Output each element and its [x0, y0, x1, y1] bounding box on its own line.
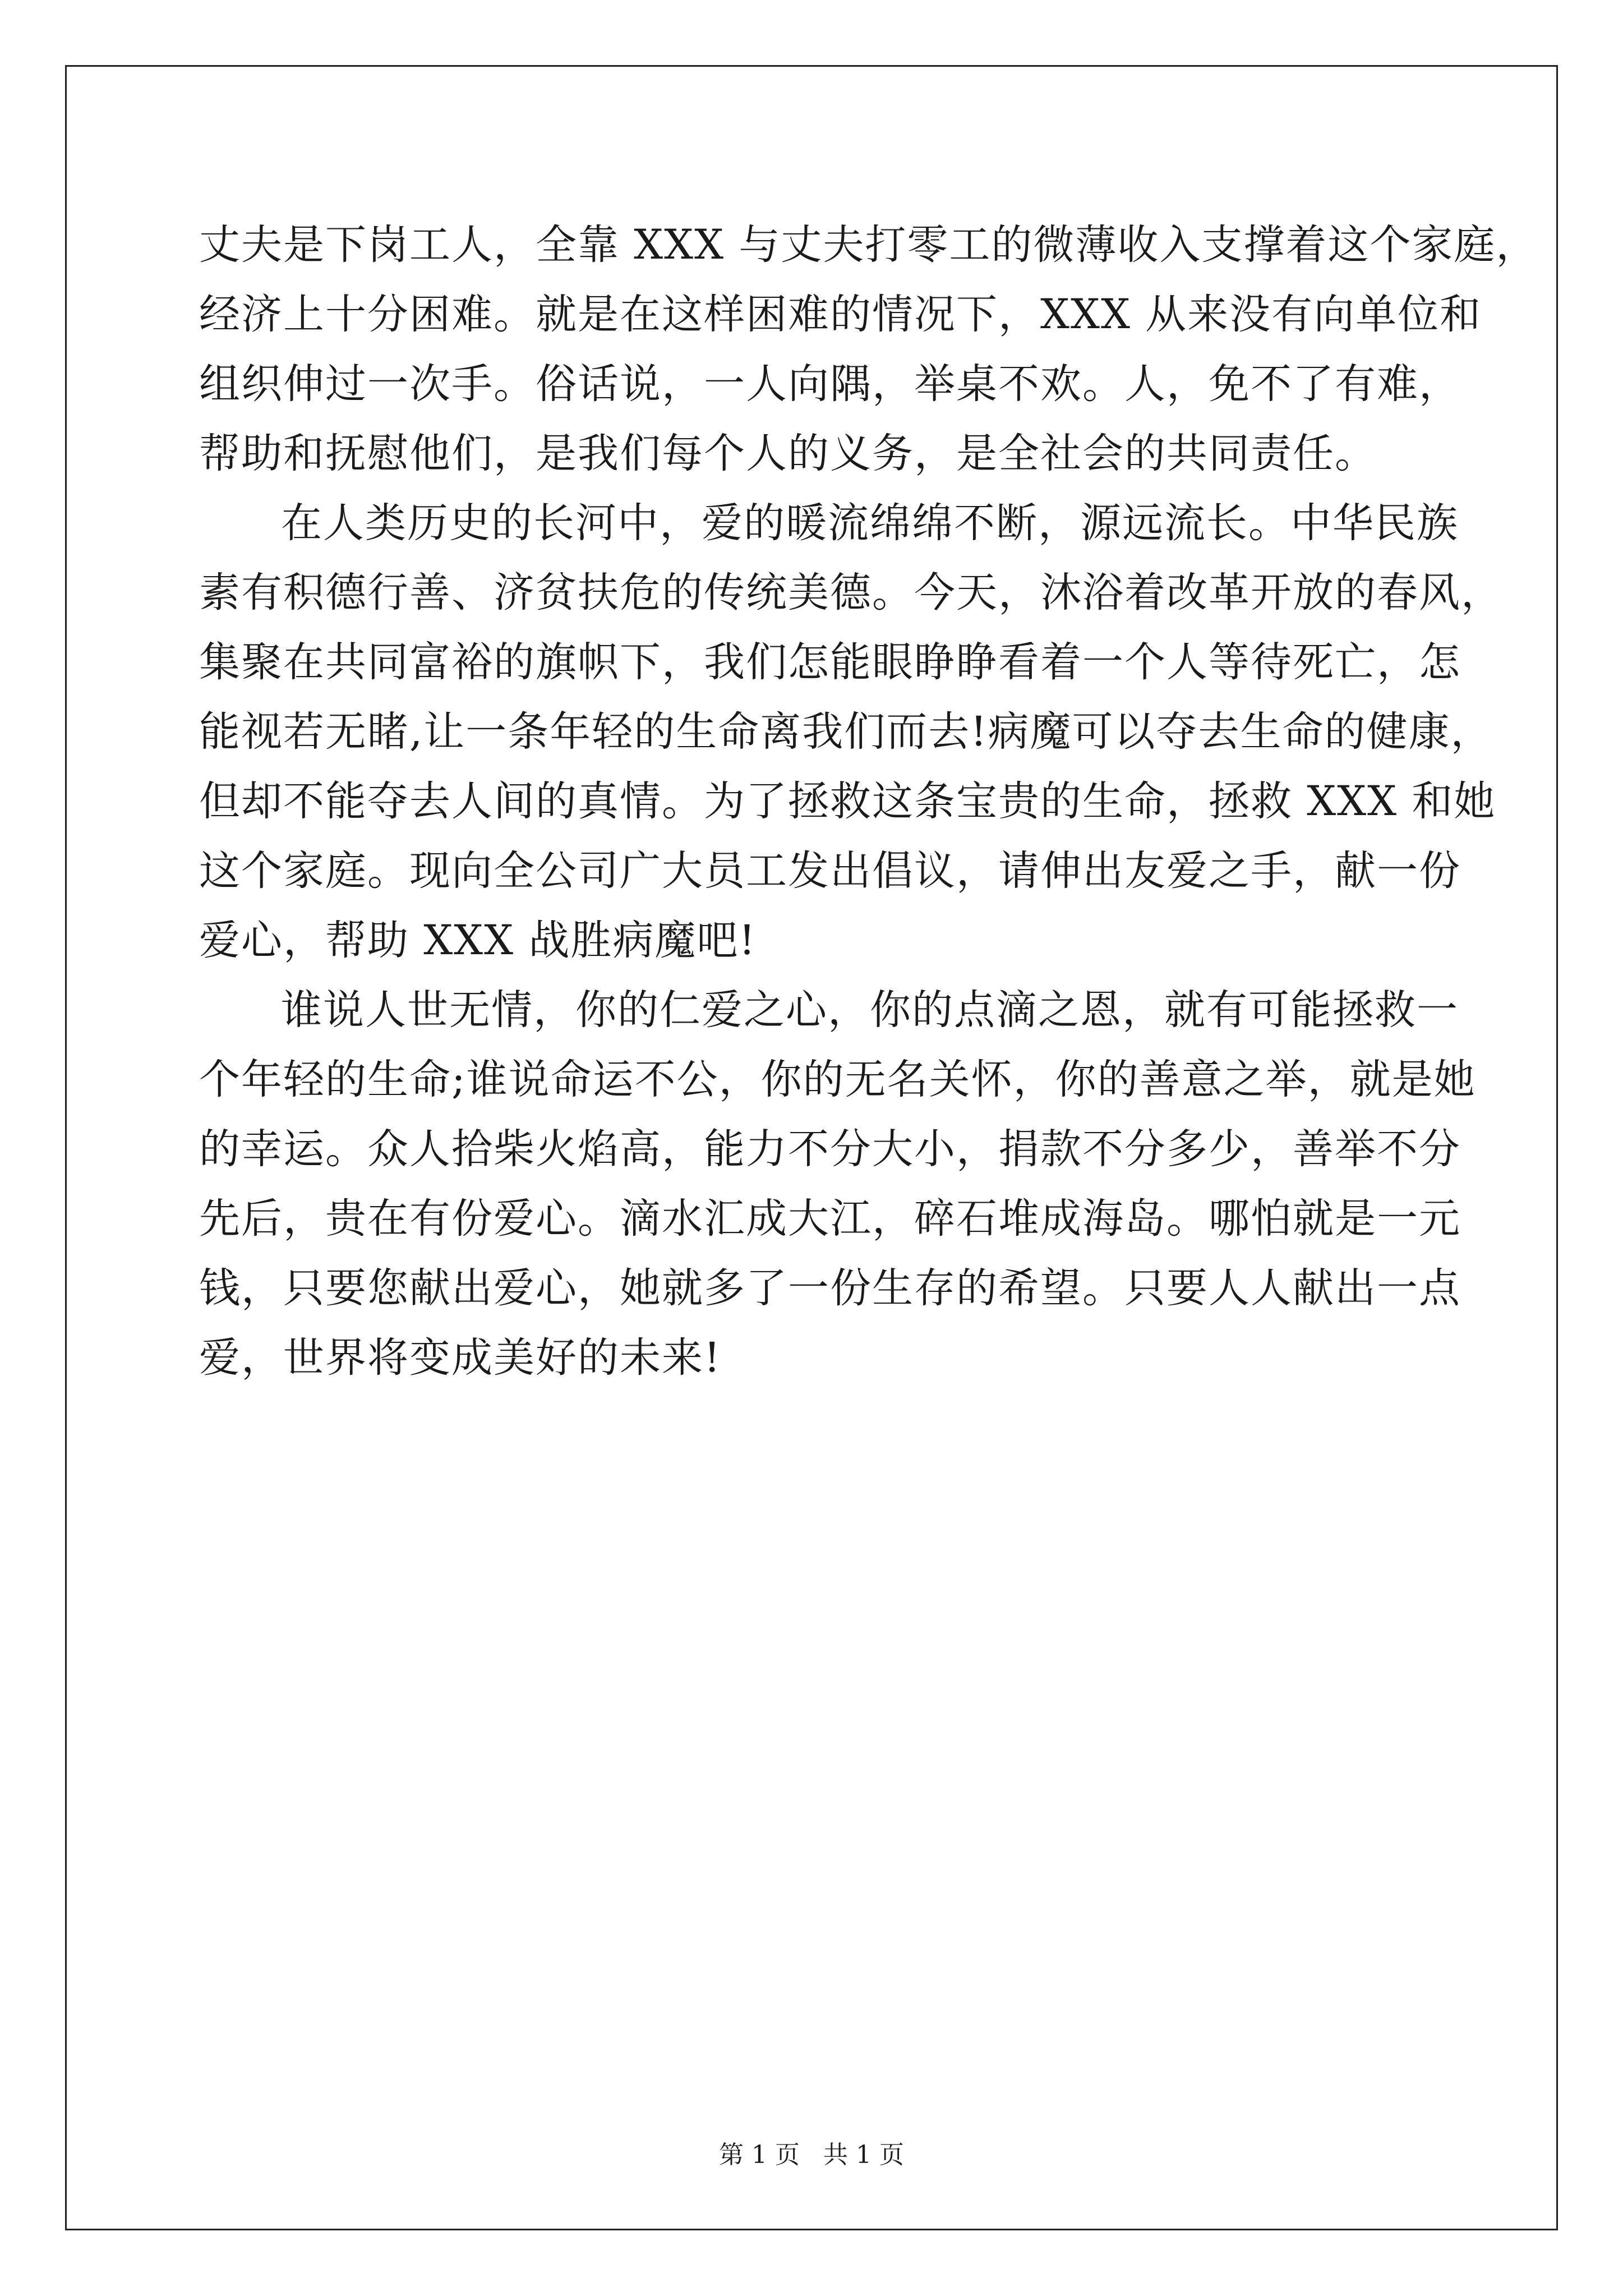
- paragraph-2: [199, 489, 1503, 976]
- page-footer: [0, 2134, 1623, 2170]
- text-line: 帮助和抚慰他们，是我们每个人的义务，是全社会的共同责任。: [199, 430, 1377, 477]
- text-line: 这个家庭。现向全公司广大员工发出倡议，请伸出友爱之手，献一份: [199, 847, 1461, 895]
- text-line: 经济上十分困难。就是在这样困难的情况下，XXX 从来没有向单位和: [199, 291, 1482, 338]
- text-line: 集聚在共同富裕的旗帜下，我们怎能眼睁睁看着一个人等待死亡，怎: [199, 638, 1461, 686]
- text-line: 素有积德行善、济贫扶危的传统美德。今天，沐浴着改革开放的春风，: [199, 569, 1503, 616]
- document-body: [199, 210, 1538, 1393]
- text-line: 先后，贵在有份爱心。滴水汇成大江，碎石堆成海岛。哪怕就是一元: [199, 1195, 1461, 1243]
- paragraph-1: [199, 210, 1538, 489]
- text-line: 组织伸过一次手。俗话说，一人向隅，举桌不欢。人，免不了有难，: [199, 360, 1461, 408]
- text-line: 钱，只要您献出爱心，她就多了一份生存的希望。只要人人献出一点: [199, 1264, 1461, 1312]
- page-number: 第 1 页: [719, 2141, 800, 2169]
- text-line: 丈夫是下岗工人，全靠 XXX 与丈夫打零工的微薄收入支撑着这个家庭，: [199, 221, 1538, 269]
- text-line: 个年轻的生命;谁说命运不公，你的无名关怀，你的善意之举，就是她: [199, 1056, 1476, 1103]
- text-line: 的幸运。众人拾柴火焰高，能力不分大小，捐款不分多少，善举不分: [199, 1125, 1461, 1173]
- text-line: 爱，世界将变成美好的未来!: [199, 1334, 722, 1382]
- page-total: 共 1 页: [823, 2141, 904, 2169]
- text-line: 在人类历史的长河中，爱的暖流绵绵不断，源远流长。中华民族: [281, 499, 1459, 547]
- text-line: 能视若无睹,让一条年轻的生命离我们而去!病魔可以夺去生命的健康，: [199, 708, 1493, 756]
- text-line: 谁说人世无情，你的仁爱之心，你的点滴之恩，就有可能拯救一: [281, 986, 1459, 1034]
- text-line: 但却不能夺去人间的真情。为了拯救这条宝贵的生命，拯救 XXX 和她: [199, 777, 1496, 825]
- text-line: 爱心，帮助 XXX 战胜病魔吧!: [199, 917, 757, 964]
- paragraph-3: [199, 976, 1476, 1393]
